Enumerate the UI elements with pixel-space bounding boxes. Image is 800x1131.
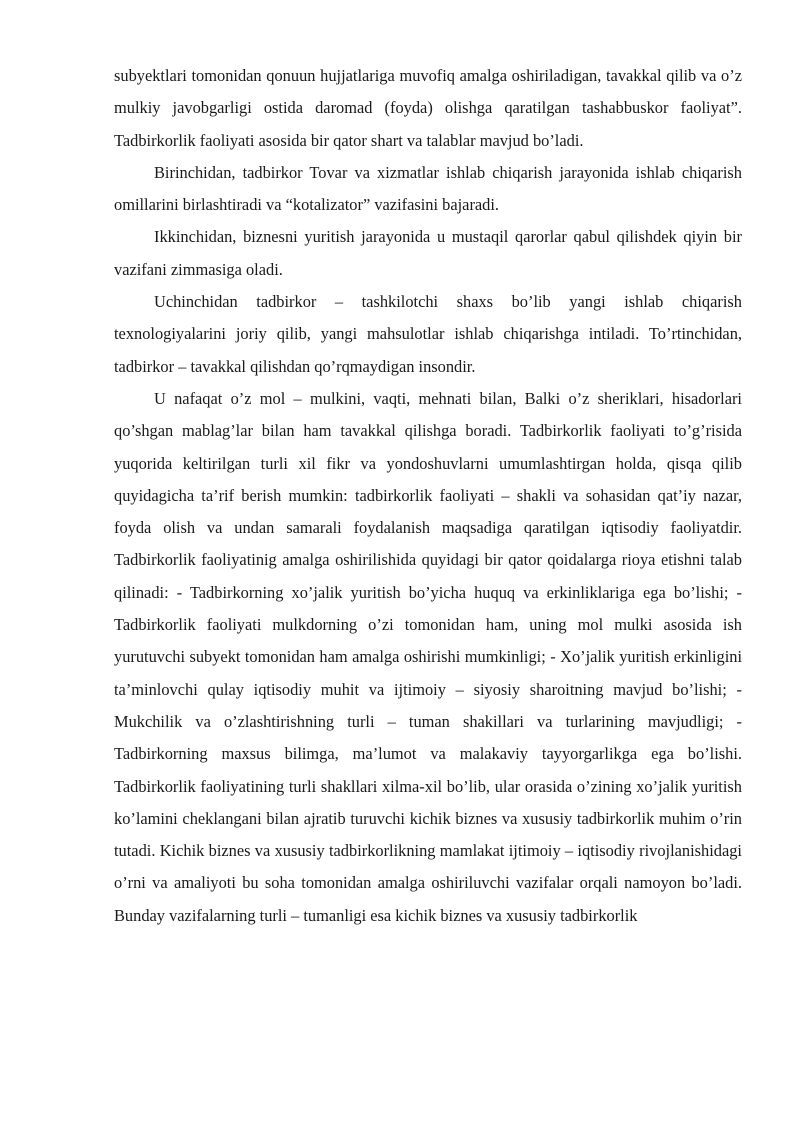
paragraph-first-point: Birinchidan, tadbirkor Tovar va xizmatlar ishlab chiqarish jarayonida ishlab chiqarish omillarini birlashtiradi va “kotalizator” vazifasini bajaradi. [114,162,742,215]
paragraph-continuation: subyektlari tomonidan qonuun hujjatlariga muvofiq amalga oshiriladigan, tavakkal qilib va o’z mulkiy javobgarligi ostida daromad (foyda) olishga qaratilgan tashabbuskor faoliyat”. Tadbirkorlik faoliyati asosida bir qator shart va talablar mavjud bo’ladi. [114,66,742,150]
paragraph-second-point: Ikkinchidan, biznesni yuritish jarayonida u mustaqil qarorlar qabul qilishdek qiyin bir vazifani zimmasiga oladi. [114,227,742,279]
paragraph-definition: U nafaqat o’z mol – mulkini, vaqti, mehnati bilan, Balki o’z sheriklari, hisadorlari qo’shgan mablag’lar bilan ham tavakkal qilishga boradi. Tadbirkorlik faoliyati to’g’risida yuqorida keltirilgan turli xil fikr va yondoshuvlarni umumlashtirgan holda, qisqa qilib quyidagicha ta’rif berish mumkin: tadbirkorlik faoliyati – shakli va sohasidan qat’iy nazar, foyda olish va undan samarali foydalanish maqsadiga qaratilgan iqtisodiy faoliyatdir. Tadbirkorlik faoliyatinig amalga oshirilishida quyidagi bir qator qoidalarga rioya etishni talab qilinadi: - Tadbirkorning xo’jalik yuritish bo’yicha huquq va erkinliklariga ega bo’lishi; - Tadbirkorlik faoliyati mulkdorning o’zi tomonidan ham, uning mol mulki asosida ish yurutuvchi subyekt tomonidan ham amalga oshirishi mumkinligi; - Xo’jalik yuritish erkinligini ta’minlovchi qulay iqtisodiy muhit va ijtimoiy – siyosiy sharoitning mavjud bo’lishi; - Mukchilik va o’zlashtirishning turli – tuman shakillari va turlarining mavjudligi; - Tadbirkorning maxsus bilimga, ma’lumot va malakaviy tayyorgarlikga ega bo’lishi. Tadbirkorlik faoliyatining turli shakllari xilma-xil bo’lib, ular orasida o’zining xo’jalik yuritish ko’lamini cheklangani bilan ajratib turuvchi kichik biznes va xususiy tadbirkorlik muhim o’rin tutadi. Kichik biznes va xususiy tadbirkorlikning mamlakat ijtimoiy – iqtisodiy rivojlanishidagi o’rni va amaliyoti bu soha tomonidan amalga oshiriluvchi vazifalar orqali namoyon bo’ladi. Bunday vazifalarning turli – tumanligi esa kichik biznes va xususiy tadbirkorlik [114,388,742,925]
paragraph-third-fourth-point: Uchinchidan tadbirkor – tashkilotchi shaxs bo’lib yangi ishlab chiqarish texnologiyalarini joriy qilib, yangi mahsulotlar ishlab chiqarishga intiladi. To’rtinchidan, tadbirkor – tavakkal qilishdan qo’rqmaydigan insondir. [114,292,742,376]
document-page [114,60,742,932]
